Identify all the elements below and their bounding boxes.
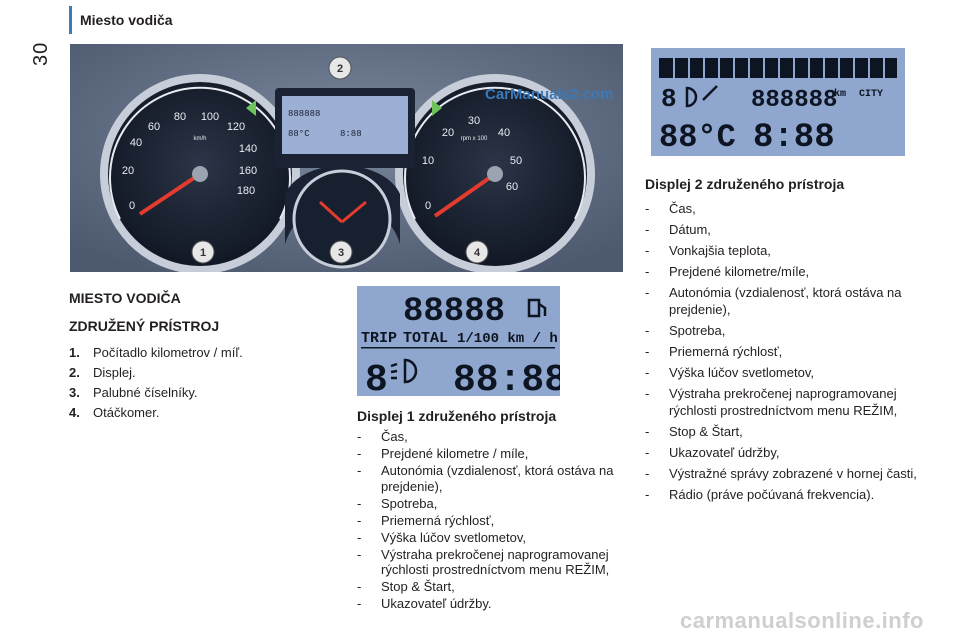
display-2-temp: 88°C xyxy=(659,119,736,156)
list-item: 2. Displej. xyxy=(69,365,136,380)
list-item: - Ukazovateľ údržby, xyxy=(645,445,780,460)
speedo-tick-180: 180 xyxy=(236,185,256,197)
tacho-tick-60: 60 xyxy=(505,181,519,193)
header-accent-bar xyxy=(69,6,72,34)
section-title: MIESTO VODIČA xyxy=(69,290,181,306)
tacho-tick-40: 40 xyxy=(497,127,511,139)
list-item: - Výstraha prekročenej naprogramovanej rýchlosti prostredníctvom menu REŽIM, xyxy=(357,546,610,577)
display-1-screen xyxy=(357,286,560,396)
list-item: - Výška lúčov svetlometov, xyxy=(357,529,526,545)
list-item: - Čas, xyxy=(645,201,696,216)
list-item: - Autonómia (vzdialenosť, ktorá ostáva na prejdenie), xyxy=(645,285,902,317)
cluster-lcd-digits: 888888 xyxy=(288,109,321,119)
list-item: - Priemerná rýchlosť, xyxy=(357,512,495,528)
fuel-pump-icon xyxy=(529,300,545,316)
tacho-tick-20: 20 xyxy=(441,127,455,139)
list-item: 4. Otáčkomer. xyxy=(69,405,160,420)
speedo-tick-160: 160 xyxy=(238,165,258,177)
cluster-lcd-time: 8:88 xyxy=(340,129,362,139)
speedo-tick-100: 100 xyxy=(200,111,220,123)
list-item: 3. Palubné číselníky. xyxy=(69,385,198,400)
callout-4: 4 xyxy=(473,247,481,259)
list-item: - Vonkajšia teplota, xyxy=(645,243,771,258)
display-1-unit: 1/100 km / h xyxy=(457,331,558,347)
list-item: - Výstraha prekročenej naprogramovanej rýchlosti prostredníctvom menu REŽIM, xyxy=(645,386,898,418)
speedo-tick-0: 0 xyxy=(128,200,136,212)
callout-1: 1 xyxy=(199,247,207,259)
display-2-city: CITY xyxy=(859,89,884,100)
speedo-tick-140: 140 xyxy=(238,143,258,155)
display-2-km: km xyxy=(834,89,847,100)
tacho-unit: rpm x 100 xyxy=(460,136,488,142)
list-item: - Prejdené kilometre / míle, xyxy=(357,446,529,461)
headlamp-wrench-icon xyxy=(687,86,717,106)
cluster-lcd-temp: 88°C xyxy=(288,129,310,139)
display-1-list xyxy=(357,429,632,613)
tachometer-dial xyxy=(395,74,595,272)
list-item: - Dátum, xyxy=(645,222,711,237)
speedo-tick-120: 120 xyxy=(226,121,246,133)
callout-2: 2 xyxy=(336,63,344,75)
display-2-digits: 888888 xyxy=(751,87,838,114)
page-number: 30 xyxy=(30,41,52,66)
instrument-list xyxy=(69,343,329,423)
list-item: - Stop & Štart, xyxy=(357,579,455,594)
display-1-left: 8 xyxy=(365,359,388,396)
display-1-trip: TRIP xyxy=(361,330,398,347)
display-2-list xyxy=(645,200,935,507)
speedo-tick-60: 60 xyxy=(147,121,161,133)
speedo-tick-20: 20 xyxy=(121,165,135,177)
speedo-unit: km/h xyxy=(193,136,207,142)
list-item: - Spotreba, xyxy=(645,323,726,338)
callout-3: 3 xyxy=(337,247,345,259)
tacho-tick-30: 30 xyxy=(467,115,481,127)
tacho-tick-50: 50 xyxy=(509,155,523,167)
display-1-total: TOTAL xyxy=(403,330,449,347)
tacho-tick-0: 0 xyxy=(424,200,432,212)
display-1-top: 88888 xyxy=(403,293,506,331)
display-1-time: 88:88 xyxy=(453,359,560,396)
list-item: - Autonómia (vzdialenosť, ktorá ostáva na prejdenie), xyxy=(357,463,614,494)
list-item: - Prejdené kilometre/míle, xyxy=(645,264,810,279)
display-1-title: Displej 1 združeného prístroja xyxy=(357,408,557,424)
list-item: - Priemerná rýchlosť, xyxy=(645,344,783,359)
display-2-time: 8:88 xyxy=(753,119,835,156)
instrument-cluster-illustration xyxy=(70,44,623,272)
list-item: 1. Počítadlo kilometrov / míľ. xyxy=(69,345,243,360)
display-2-title: Displej 2 združeného prístroja xyxy=(645,176,845,192)
speedo-tick-40: 40 xyxy=(129,137,143,149)
display-2-screen xyxy=(651,48,905,156)
list-item: - Ukazovateľ údržby. xyxy=(357,596,492,611)
list-item: - Výstražné správy zobrazené v hornej časti, xyxy=(645,466,917,481)
page-header: Miesto vodiča xyxy=(80,12,173,28)
list-item: - Spotreba, xyxy=(357,495,438,511)
display-2-left: 8 xyxy=(661,84,677,114)
site-mark: CarManuals2.com xyxy=(485,86,614,103)
watermark: carmanualsonline.info xyxy=(680,608,924,633)
tacho-tick-10: 10 xyxy=(421,155,435,167)
list-item: - Výška lúčov svetlometov, xyxy=(645,365,814,380)
speedo-tick-80: 80 xyxy=(173,111,187,123)
section-subtitle: ZDRUŽENÝ PRÍSTROJ xyxy=(69,318,220,334)
headlamp-icon xyxy=(391,360,416,382)
list-item: - Čas, xyxy=(357,429,408,444)
list-item: - Stop & Štart, xyxy=(645,424,743,439)
list-item: - Rádio (práve počúvaná frekvencia). xyxy=(645,487,875,502)
